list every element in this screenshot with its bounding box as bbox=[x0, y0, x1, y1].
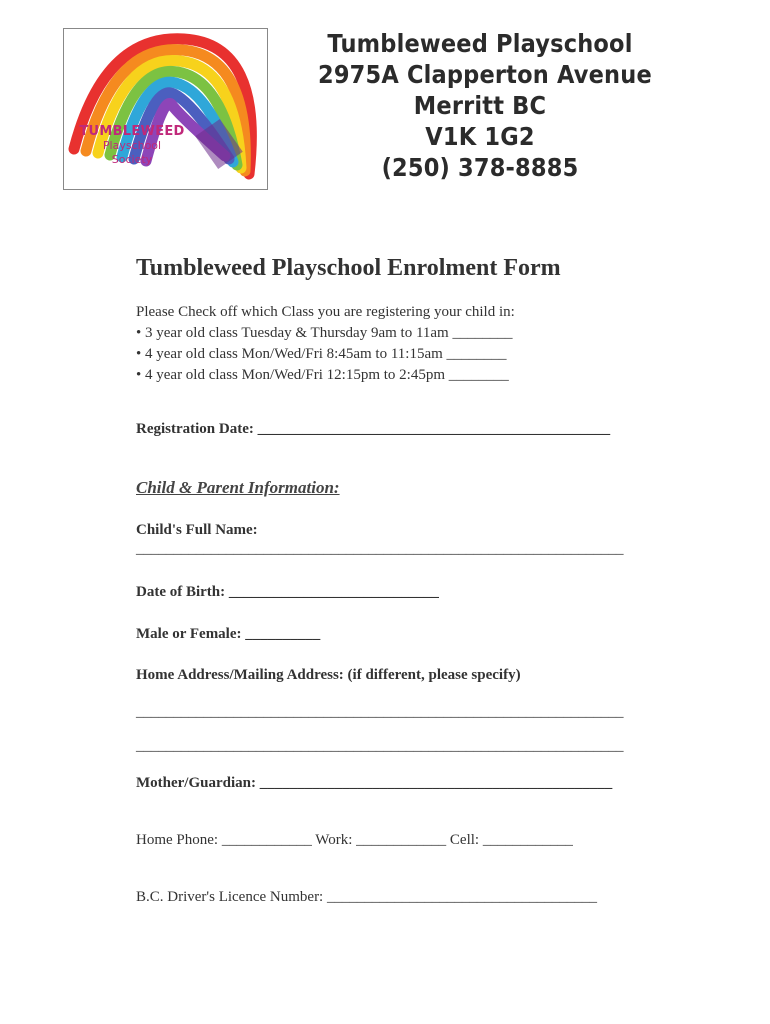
class-option-3yr-tue-thu[interactable]: • 3 year old class Tuesday & Thursday 9am to 11am ________ bbox=[136, 325, 513, 341]
class-selection bbox=[136, 302, 515, 386]
address-line-2-field[interactable]: _________________________________________________________________ bbox=[136, 738, 624, 754]
section-child-parent-info: Child & Parent Information: bbox=[136, 478, 340, 497]
school-phone: (250) 378-8885 bbox=[381, 153, 579, 182]
logo-line-tumbleweed: TUMBLEWEED bbox=[79, 124, 185, 139]
class-selection-instruction: Please Check off which Class you are registering your child in: bbox=[136, 304, 515, 320]
school-name: Tumbleweed Playschool bbox=[327, 29, 633, 58]
school-street: 2975A Clapperton Avenue bbox=[318, 60, 652, 89]
mother-guardian-field[interactable]: Mother/Guardian: _______________________________________________ bbox=[136, 775, 613, 791]
phone-numbers-fields[interactable]: Home Phone: ____________ Work: ____________ Cell: ____________ bbox=[136, 832, 573, 848]
logo-text bbox=[72, 125, 192, 167]
class-option-4yr-morning[interactable]: • 4 year old class Mon/Wed/Fri 8:45am to 11:15am ________ bbox=[136, 346, 507, 362]
child-full-name-label: Child's Full Name: bbox=[136, 522, 258, 538]
logo-line-society: Society bbox=[111, 153, 153, 166]
date-of-birth-field[interactable]: Date of Birth: ____________________________ bbox=[136, 584, 439, 600]
gender-field[interactable]: Male or Female: __________ bbox=[136, 626, 321, 642]
registration-date-field[interactable]: Registration Date: _______________________________________________ bbox=[136, 421, 611, 437]
class-option-4yr-afternoon[interactable]: • 4 year old class Mon/Wed/Fri 12:15pm to 2:45pm ________ bbox=[136, 367, 509, 383]
drivers-licence-field[interactable]: B.C. Driver's Licence Number: ____________________________________ bbox=[136, 889, 597, 905]
logo-line-playschool: Playschool bbox=[102, 139, 162, 152]
school-logo bbox=[63, 28, 268, 190]
school-postal-code: V1K 1G2 bbox=[425, 122, 535, 151]
school-contact-header bbox=[318, 28, 652, 183]
child-full-name-field[interactable]: _________________________________________________________________ bbox=[136, 541, 624, 557]
address-line-1-field[interactable]: _________________________________________________________________ bbox=[136, 704, 624, 720]
school-city: Merritt BC bbox=[413, 91, 547, 120]
form-title: Tumbleweed Playschool Enrolment Form bbox=[136, 255, 561, 281]
home-address-label: Home Address/Mailing Address: (if different, please specify) bbox=[136, 667, 521, 683]
